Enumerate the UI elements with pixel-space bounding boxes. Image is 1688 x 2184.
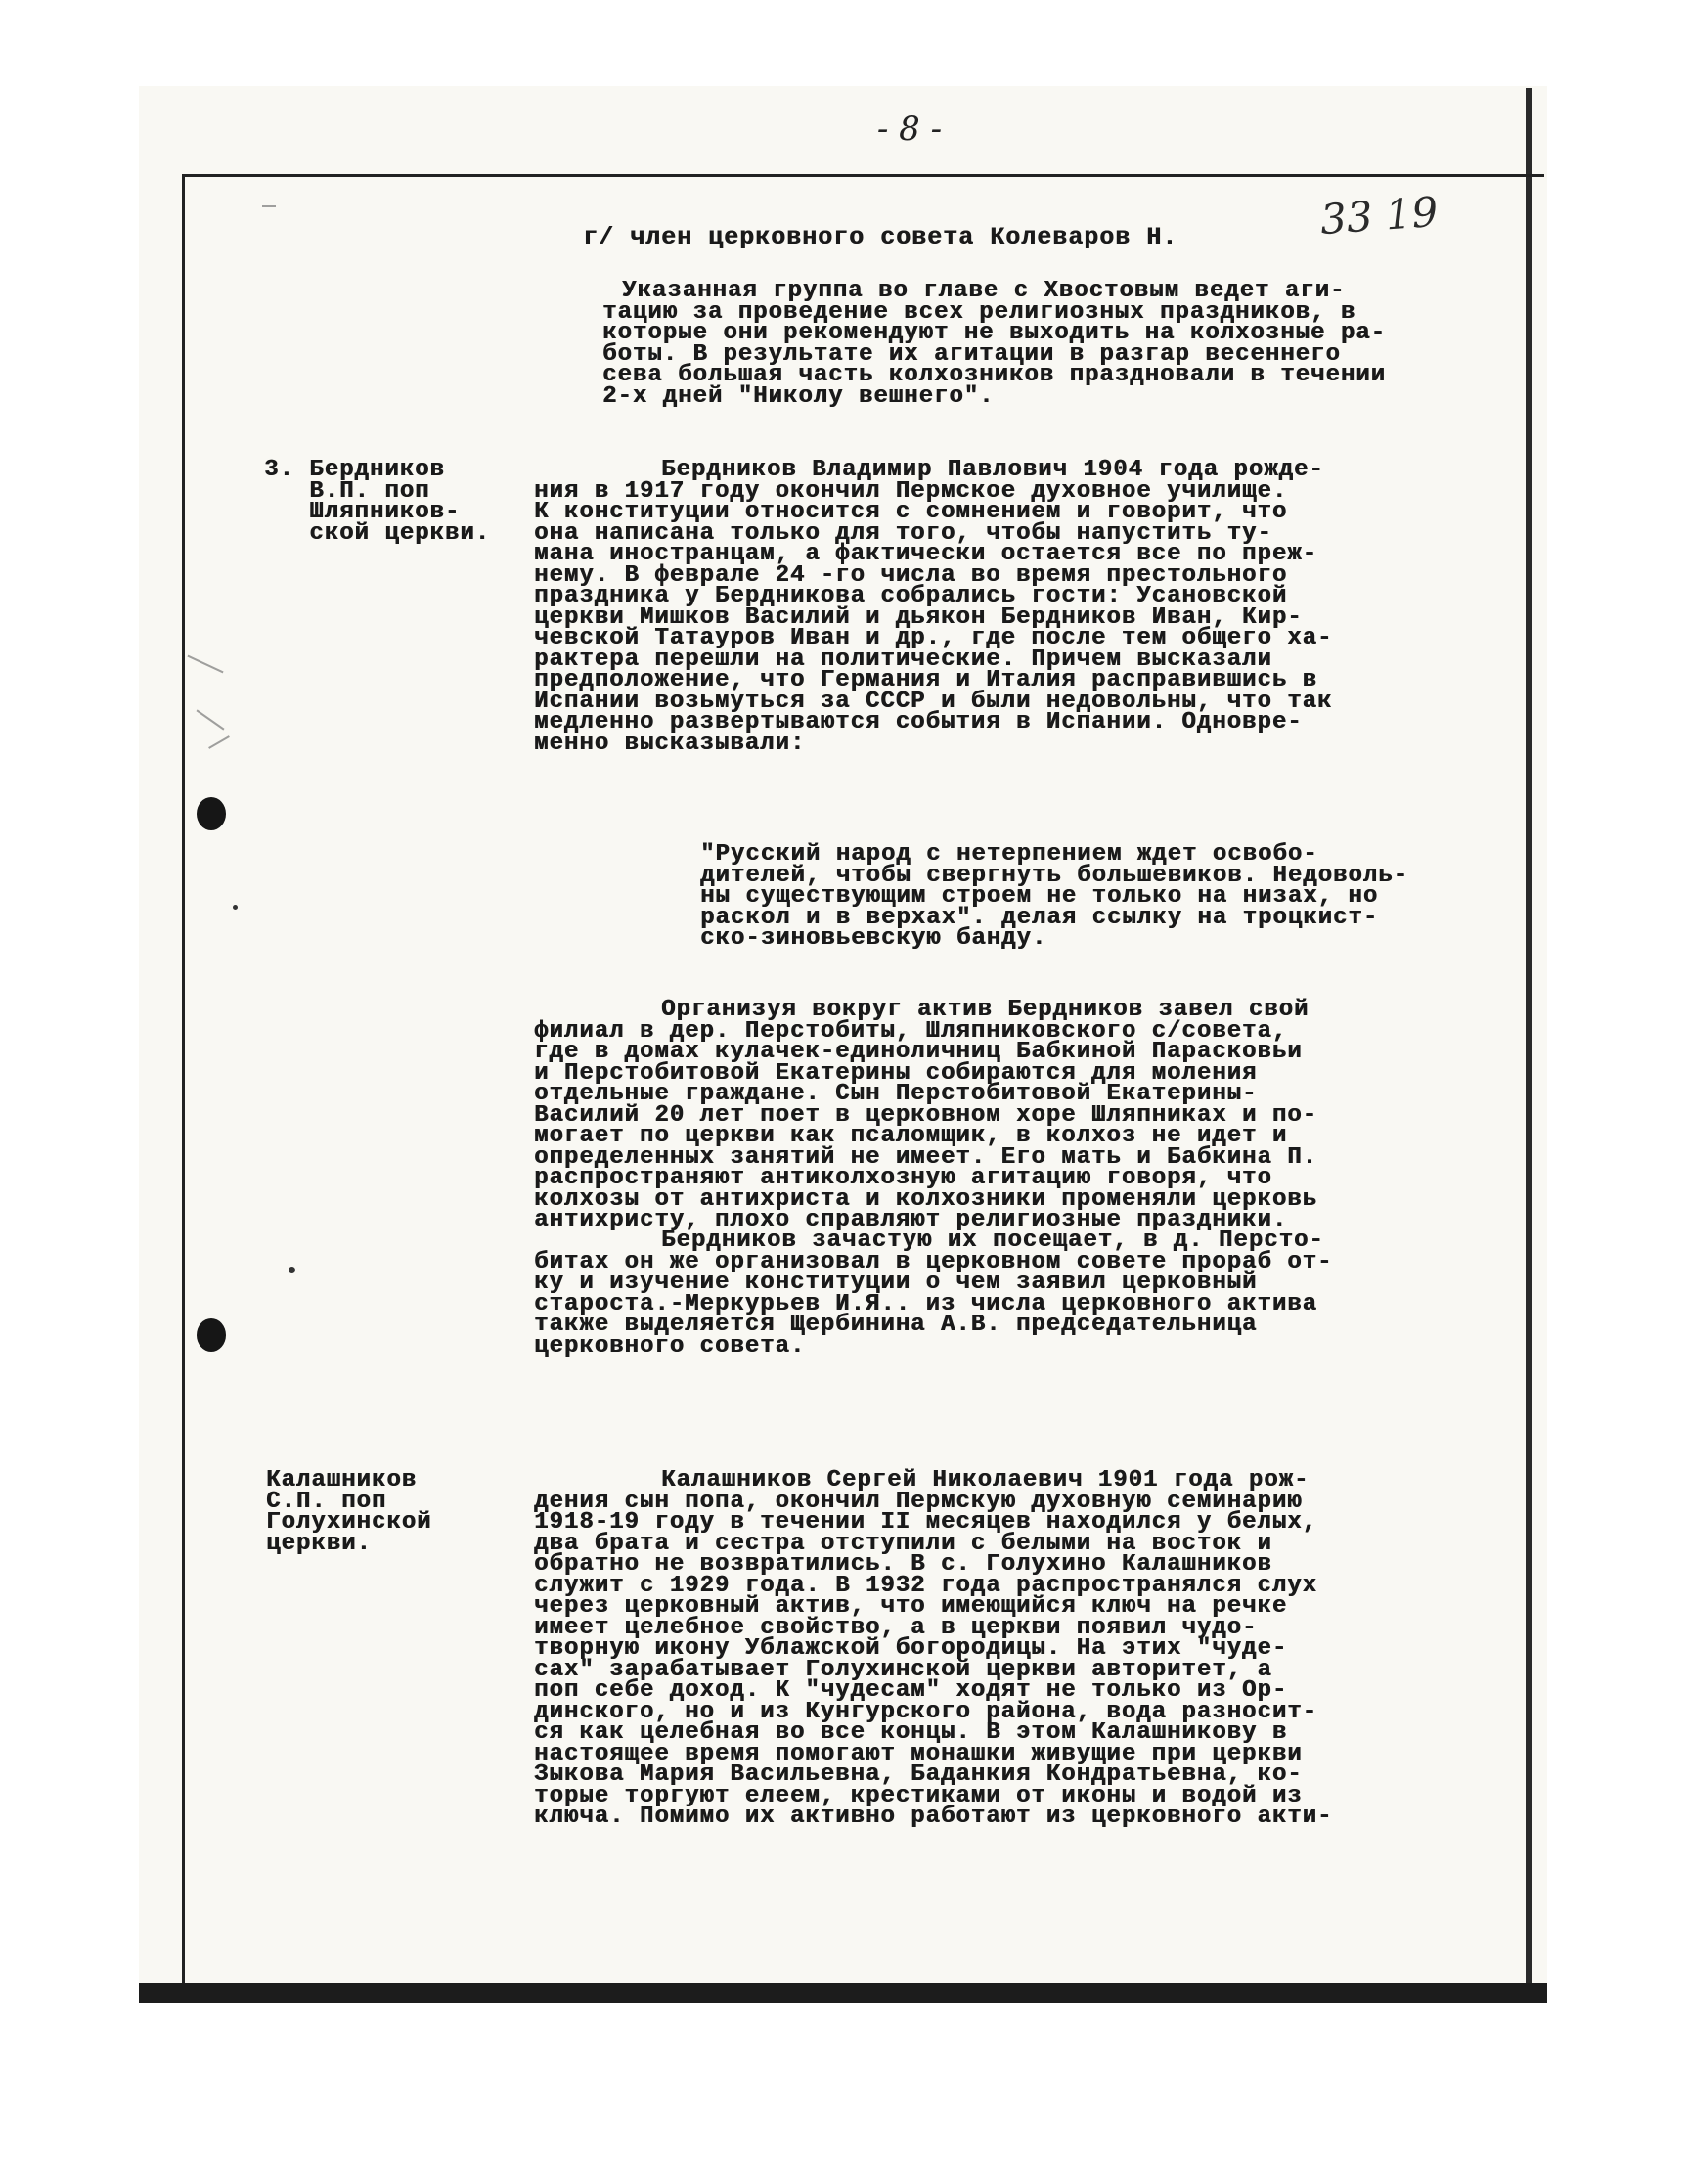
text-line: колхозы от антихриста и колхозники променяли церковь — [534, 1185, 1317, 1213]
item-3-paragraph-1 — [534, 457, 1453, 757]
text-line: праздника у Бердникова собрались гости: Усановской — [534, 583, 1288, 609]
text-line: 2-х дней "Николу вешнего". — [602, 382, 995, 410]
text-line: Василий 20 лет поет в церковном хоре Шляпниках и по- — [534, 1101, 1317, 1129]
text-line: предположение, что Германия и Италия расправившись в — [534, 667, 1317, 693]
text-line: которые они рекомендуют не выходить на колхозные ра- — [602, 320, 1386, 346]
sheet-bottom-edge — [139, 1983, 1547, 2003]
text-line: Организуя вокруг актив Бердников завел свой — [661, 997, 1310, 1023]
text-line: Зыкова Мария Васильевна, Баданкия Кондратьевна, ко- — [534, 1761, 1303, 1788]
item-3-paragraph-2 — [534, 997, 1453, 1233]
text-line: 1918-19 году в течении II месяцев находился у белых, — [534, 1509, 1317, 1536]
text-line: где в домах кулачек-единоличниц Бабкиной Парасковьи — [534, 1039, 1303, 1065]
margin-line: В.П. поп — [264, 477, 430, 505]
text-line: творную икону Ублажской богородицы. На этих "чуде- — [534, 1635, 1288, 1662]
quote-line: ны существующим строем не только на низах, но — [700, 883, 1379, 910]
quote-line: ско-зиновьевскую банду. — [700, 925, 1047, 952]
text-line: два брата и сестра отступили с белыми на восток и — [534, 1530, 1272, 1557]
text-line: ключа. Помимо их активно работают из церковного акти- — [534, 1804, 1333, 1830]
item-3-margin-label — [264, 457, 528, 547]
text-line: отдельные граждане. Сын Перстобитовой Екатерины- — [534, 1081, 1258, 1107]
text-line: служит с 1929 года. В 1932 года распространялся слух — [534, 1572, 1317, 1599]
margin-line: Калашников — [266, 1467, 418, 1493]
text-line: могает по церкви как псаломщик, в колхоз не идет и — [534, 1123, 1288, 1149]
text-line: битах он же организовал в церковном совете прораб от- — [534, 1248, 1333, 1275]
text-line: определенных занятий не имеет. Его мать и Бабкина П. — [534, 1143, 1317, 1171]
pencil-mark — [262, 205, 276, 207]
text-line: антихристу, плохо справляют религиозные праздники. — [534, 1207, 1288, 1233]
text-line: староста.-Меркурьев И.Я.. из числа церковного актива — [534, 1290, 1317, 1317]
archive-number-handwritten: 33 19 — [1318, 187, 1440, 245]
text-line: имеет целебное свойство, а в церкви появил чудо- — [534, 1614, 1258, 1641]
text-line: церкви Мишков Василий и дьякон Бердников Иван, Кир- — [534, 603, 1303, 631]
text-line: торые торгуют елеем, крестиками от иконы и водой из — [534, 1782, 1303, 1809]
item-3-quote — [606, 841, 1447, 952]
text-line: боты. В результате их агитации в разгар весеннего — [602, 340, 1341, 368]
margin-line: Шляпников- — [264, 499, 461, 525]
text-line: дения сын попа, окончил Пермскую духовную семинарию — [534, 1488, 1303, 1515]
text-line: обратно не возвратились. В с. Голухино Калашников — [534, 1551, 1272, 1578]
item-4-margin-label — [266, 1467, 530, 1557]
text-line: распространяют антиколхозную агитацию говоря, что — [534, 1165, 1272, 1191]
punch-hole-upper — [197, 797, 226, 830]
text-line: динского, но и из Кунгурского района, вода разносит- — [534, 1698, 1317, 1725]
text-line: мана иностранцам, а фактически остается все по преж- — [534, 541, 1317, 567]
text-line: и Перстобитовой Екатерины собираются для моления — [534, 1059, 1258, 1087]
item-g-paragraph — [602, 278, 1444, 410]
item-4-paragraph — [534, 1467, 1453, 1830]
text-line: рактера перешли на политические. Причем высказали — [534, 646, 1272, 673]
text-line: настоящее время помогают монашки живущие при церкви — [534, 1740, 1303, 1767]
text-line: нему. В феврале 24 -го числа во время престольного — [534, 561, 1288, 589]
ink-spot — [289, 1267, 295, 1273]
text-line: менно высказывали: — [534, 730, 806, 757]
margin-line: церкви. — [266, 1530, 372, 1557]
text-line: она написана только для того, чтобы напустить ту- — [534, 519, 1272, 547]
text-line: филиал в дер. Перстобиты, Шляпниковского с/совета, — [534, 1017, 1288, 1045]
item-g-heading: г/ член церковного совета Колеваров Н. — [583, 223, 1178, 251]
text-line: через церковный актив, что имеющийся ключ на речке — [534, 1593, 1288, 1620]
text-line: поп себе доход. К "чудесам" ходят не только из Ор- — [534, 1677, 1288, 1704]
text-line: Указанная группа во главе с Хвостовым ведет аги- — [622, 278, 1346, 304]
margin-line: 3. Бердников — [264, 457, 445, 483]
text-line: ку и изучение конституции о чем заявил церковный — [534, 1270, 1258, 1296]
text-line: также выделяется Щербинина А.В. председательница — [534, 1312, 1258, 1338]
text-line: Калашников Сергей Николаевич 1901 года рож- — [661, 1467, 1310, 1493]
margin-line: ской церкви. — [264, 519, 491, 547]
text-line: ся как целебная во все концы. В этом Калашникову в — [534, 1719, 1288, 1746]
ink-spot — [233, 905, 238, 910]
quote-line: "Русский народ с нетерпением ждет освобо- — [700, 841, 1318, 868]
item-3-paragraph-3 — [534, 1227, 1453, 1359]
margin-line: Голухинской — [266, 1509, 432, 1536]
punch-hole-lower — [197, 1318, 226, 1352]
text-line: ния в 1917 году окончил Пермское духовное училище. — [534, 477, 1288, 505]
text-line: Бердников зачастую их посещает, в д. Персто- — [661, 1227, 1324, 1254]
text-line: Испании возьмуться за СССР и были недовольны, что так — [534, 688, 1333, 715]
margin-line: С.П. поп — [266, 1488, 387, 1515]
quote-line: дителей, чтобы свергнуть большевиков. Недоволь- — [700, 862, 1408, 889]
text-line: чевской Татауров Иван и др., где после тем общего ха- — [534, 625, 1333, 651]
text-line: тацию за проведение всех религиозных праздников, в — [602, 298, 1356, 326]
quote-line: раскол и в верхах". делая ссылку на троцкист- — [700, 904, 1379, 931]
page-number: - 8 - — [876, 110, 943, 149]
text-line: сева большая часть колхозников праздновали в течении — [602, 362, 1386, 388]
text-line: сах" зарабатывает Голухинской церкви авторитет, а — [534, 1656, 1272, 1683]
text-line: К конституции относится с сомнением и говорит, что — [534, 499, 1288, 525]
text-line: Бердников Владимир Павлович 1904 года рожде- — [661, 457, 1324, 483]
text-line: церковного совета. — [534, 1332, 806, 1359]
text-line: медленно развертываются события в Испании. Одновре- — [534, 709, 1303, 735]
